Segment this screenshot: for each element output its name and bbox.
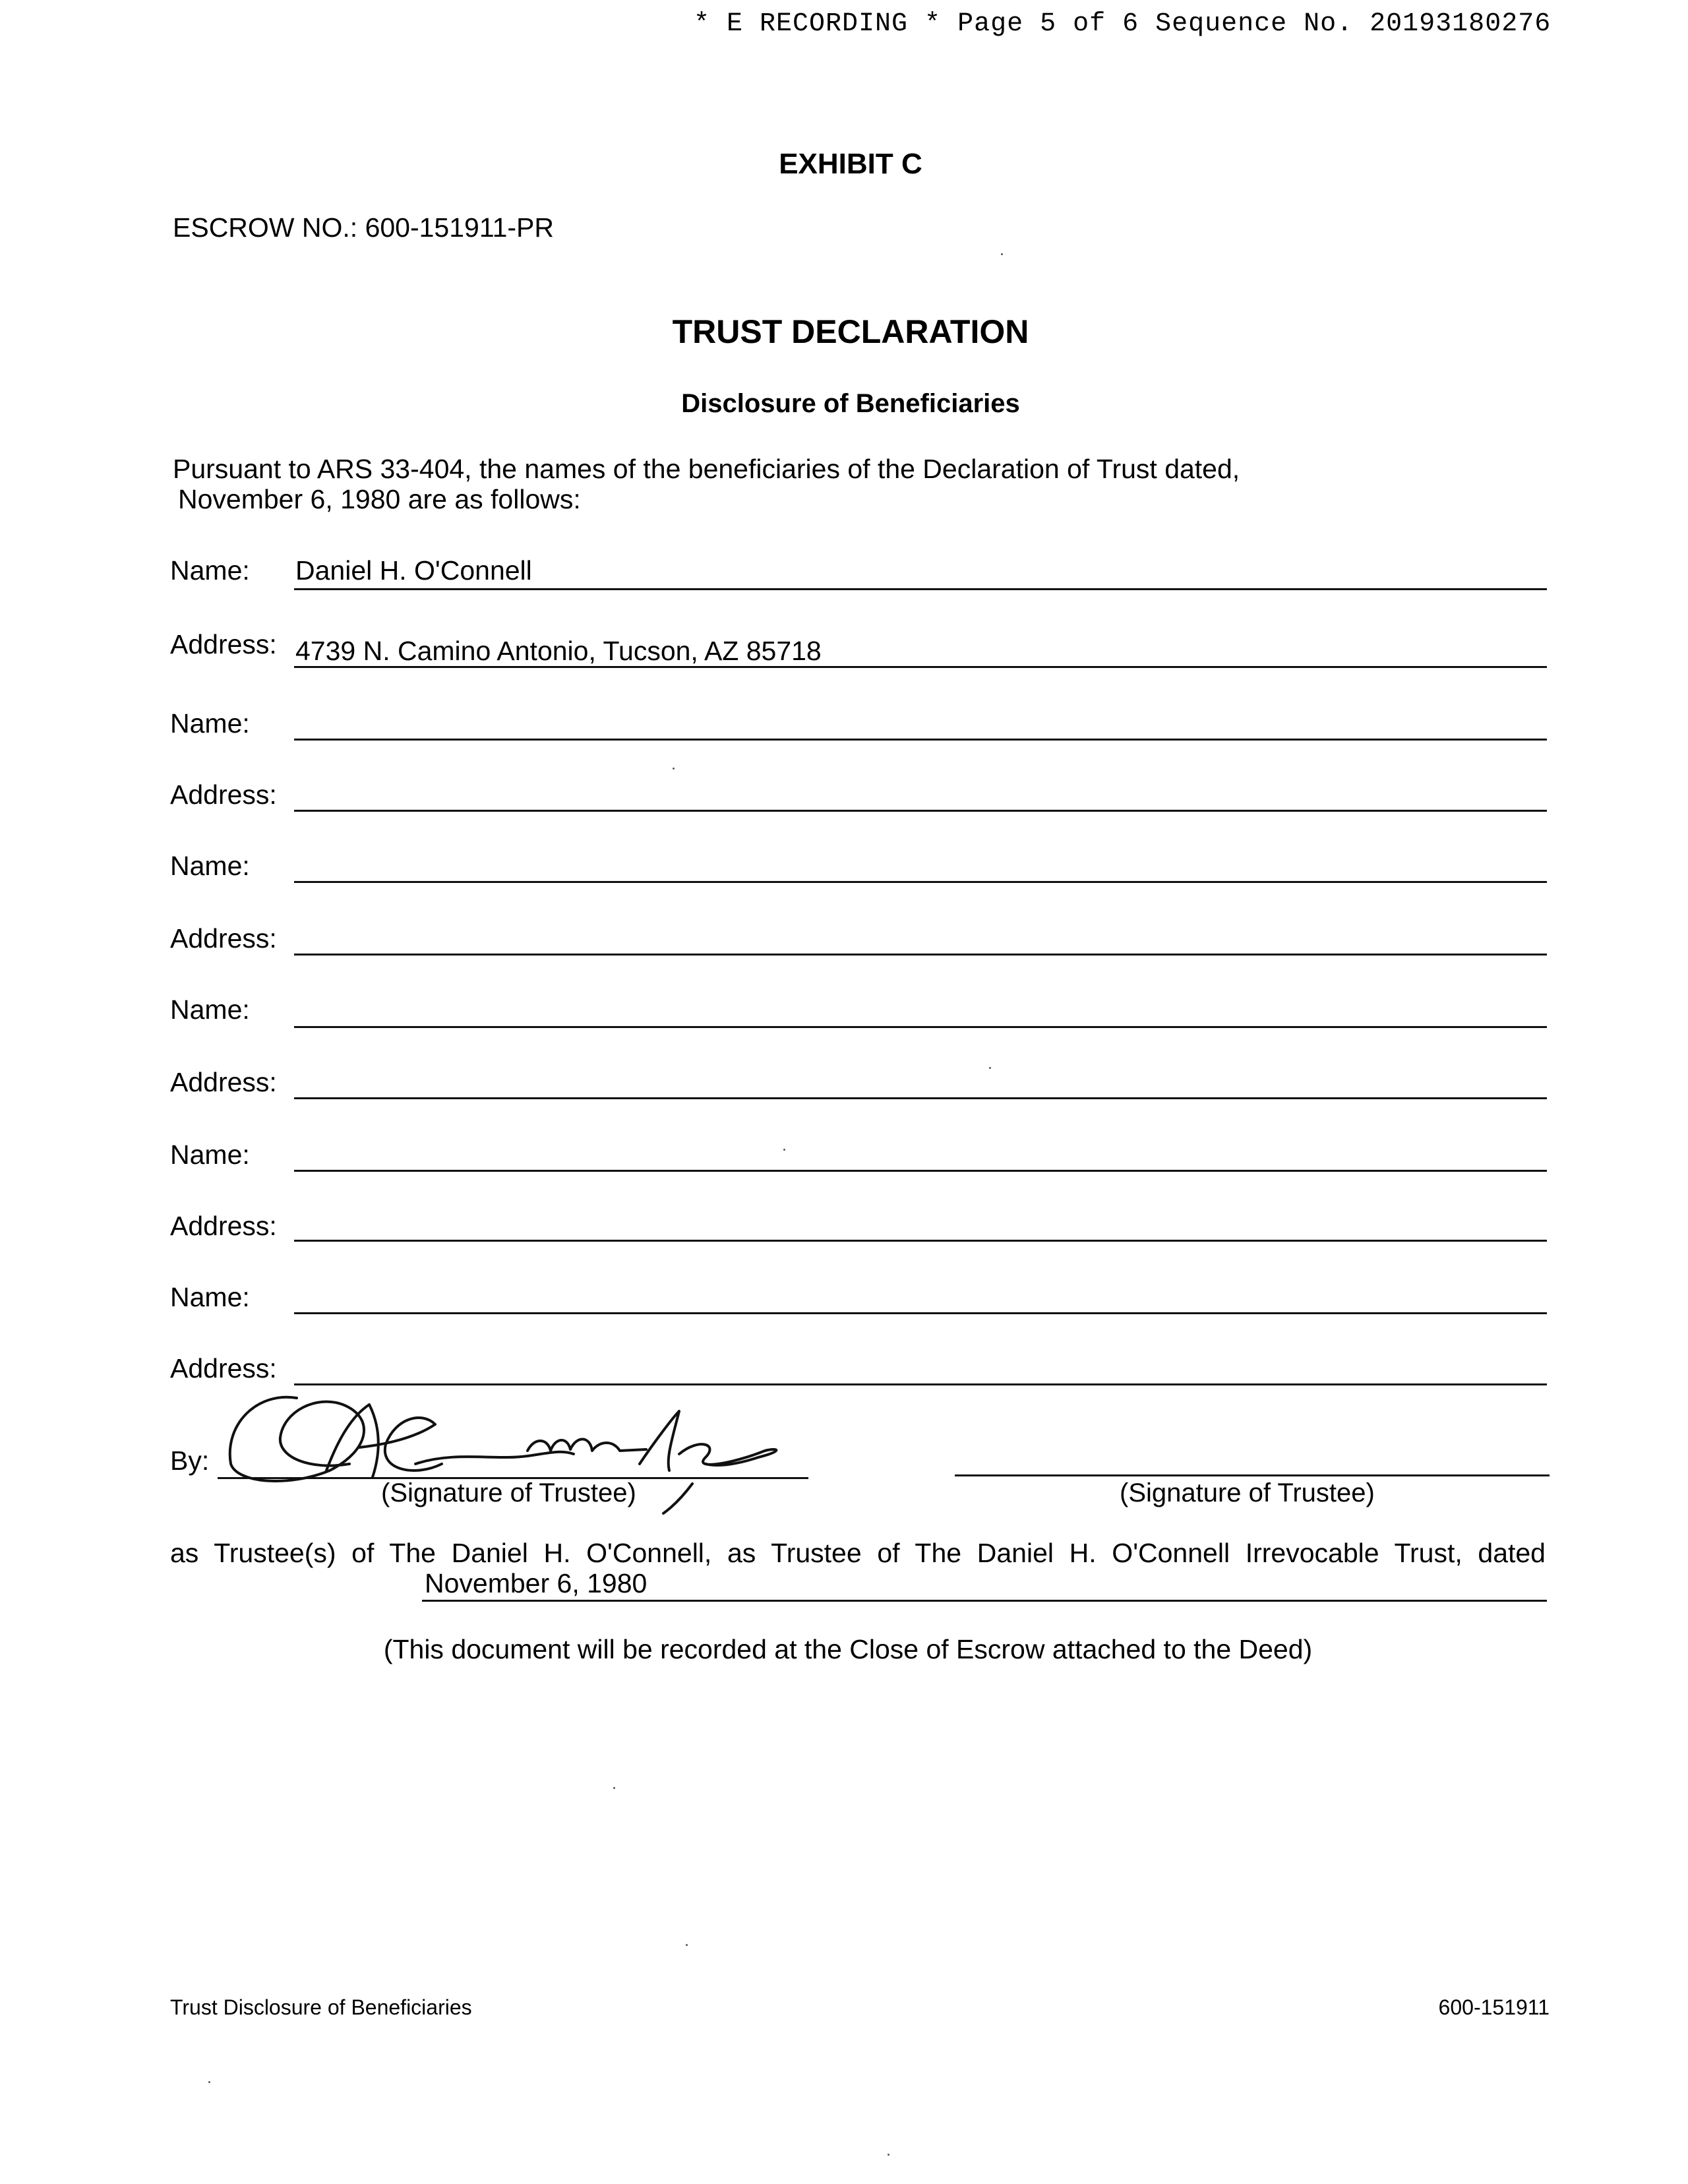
name-field-line bbox=[294, 588, 1547, 590]
address-label: Address: bbox=[170, 629, 277, 659]
recording-stamp: * E RECORDING * Page 5 of 6 Sequence No. 20193180276 bbox=[694, 9, 1552, 39]
address-label: Address: bbox=[170, 923, 277, 954]
exhibit-title: EXHIBIT C bbox=[779, 148, 922, 180]
address-label: Address: bbox=[170, 1211, 277, 1241]
footer-reference-number: 600-151911 bbox=[1438, 1995, 1550, 2019]
footer-document-name: Trust Disclosure of Beneficiaries bbox=[170, 1995, 472, 2019]
escrow-number: ESCROW NO.: 600-151911-PR bbox=[173, 212, 555, 243]
by-label: By: bbox=[170, 1445, 210, 1476]
page-subtitle: Disclosure of Beneficiaries bbox=[681, 389, 1020, 418]
scan-speck bbox=[1001, 253, 1003, 255]
trust-dated-line bbox=[422, 1600, 1547, 1602]
scan-speck bbox=[989, 1067, 991, 1069]
scan-speck bbox=[613, 1787, 615, 1789]
name-label: Name: bbox=[170, 555, 250, 586]
trustee-signature-line-2 bbox=[955, 1474, 1550, 1476]
scan-speck bbox=[208, 2081, 210, 2083]
address-label: Address: bbox=[170, 1067, 277, 1097]
trustee-statement: as Trustee(s) of The Daniel H. O'Connell, as Trustee of The Daniel H. O'Connell Irrevocable Trust, dated bbox=[170, 1538, 1546, 1568]
address-field-line bbox=[294, 810, 1547, 812]
trust-dated-value: November 6, 1980 bbox=[425, 1568, 648, 1598]
name-label: Name: bbox=[170, 1139, 250, 1170]
address-label: Address: bbox=[170, 1353, 277, 1383]
intro-text-line-1: Pursuant to ARS 33-404, the names of the beneficiaries of the Declaration of Trust dated, bbox=[173, 454, 1240, 484]
intro-text-line-2: November 6, 1980 are as follows: bbox=[178, 484, 581, 514]
address-field-line bbox=[294, 666, 1547, 668]
signature-caption-1: (Signature of Trustee) bbox=[381, 1478, 636, 1507]
signature-caption-2: (Signature of Trustee) bbox=[1120, 1478, 1375, 1507]
name-label: Name: bbox=[170, 708, 250, 739]
name-label: Name: bbox=[170, 851, 250, 881]
address-label: Address: bbox=[170, 779, 277, 810]
name-label: Name: bbox=[170, 1282, 250, 1312]
name-field-line bbox=[294, 1312, 1547, 1314]
address-value: 4739 N. Camino Antonio, Tucson, AZ 85718 bbox=[295, 636, 822, 666]
name-label: Name: bbox=[170, 994, 250, 1025]
name-field-line bbox=[294, 881, 1547, 883]
name-field-line bbox=[294, 1026, 1547, 1028]
scan-speck bbox=[783, 1149, 785, 1151]
address-field-line bbox=[294, 1097, 1547, 1099]
name-value: Daniel H. O'Connell bbox=[295, 555, 532, 586]
page-title: TRUST DECLARATION bbox=[672, 313, 1029, 350]
address-field-line bbox=[294, 954, 1547, 956]
address-field-line bbox=[294, 1240, 1547, 1242]
name-field-line bbox=[294, 1170, 1547, 1172]
scan-speck bbox=[888, 2154, 889, 2156]
recording-note: (This document will be recorded at the Close of Escrow attached to the Deed) bbox=[383, 1634, 1313, 1664]
scan-speck bbox=[673, 768, 675, 770]
scan-speck bbox=[686, 1944, 688, 1946]
name-field-line bbox=[294, 739, 1547, 741]
